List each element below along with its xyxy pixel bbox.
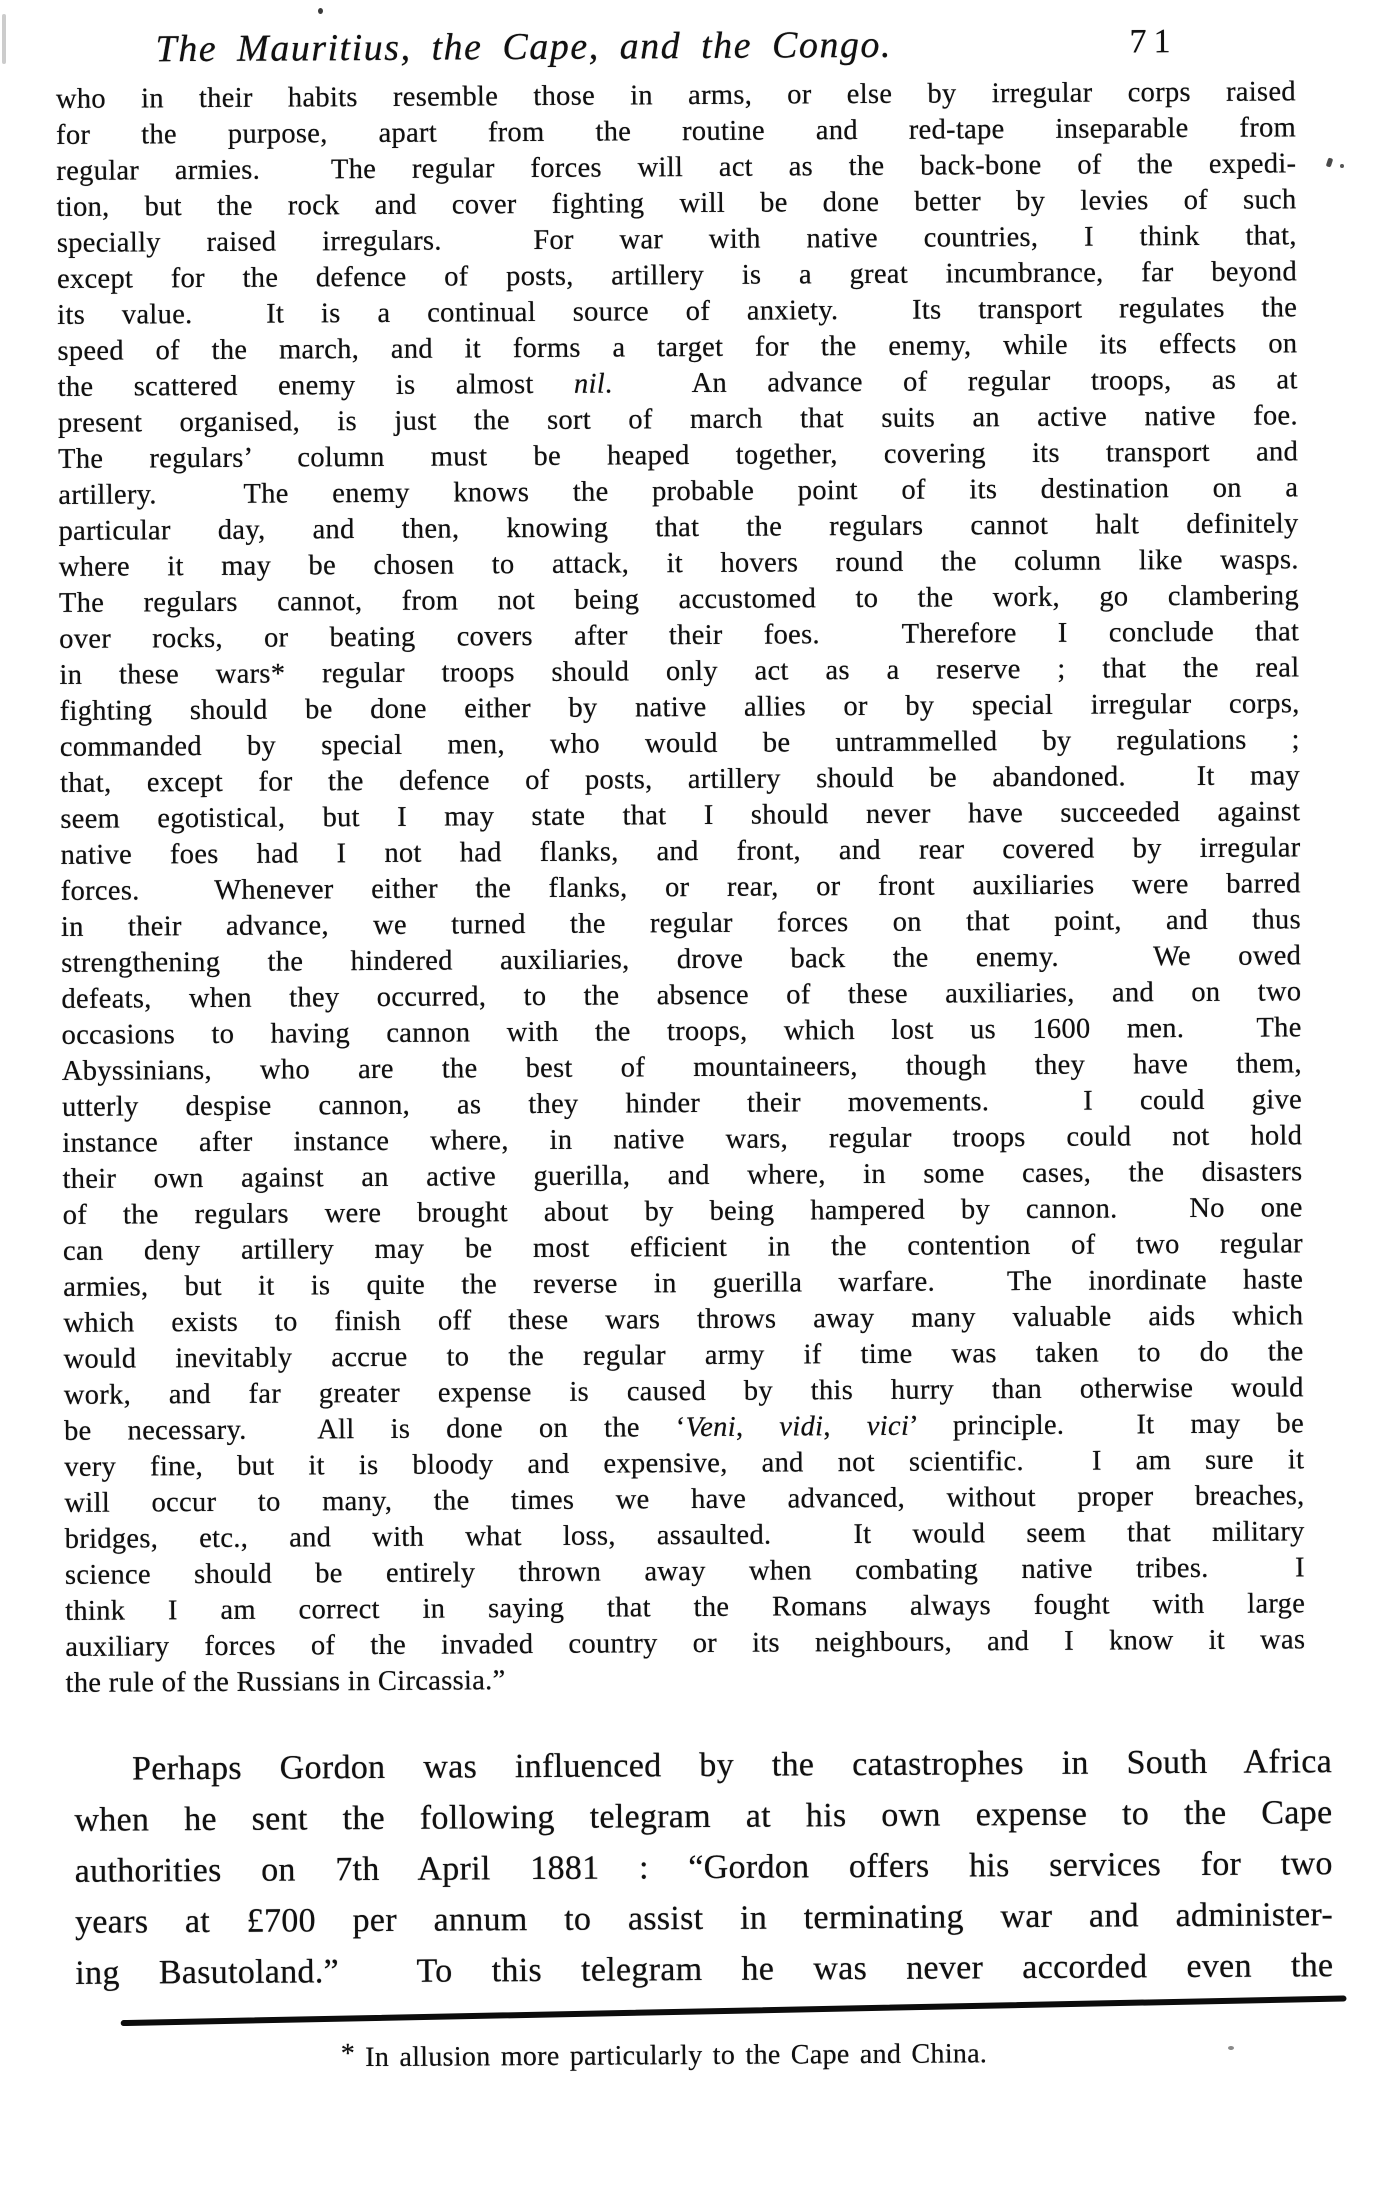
text-line: can deny artillery may be most efficient in the contention of two regular	[62, 1228, 1304, 1267]
text-line: the scattered enemy is almost nil. An advance of regular troops, as at	[57, 364, 1298, 403]
scan-speck	[1228, 2046, 1234, 2050]
running-title: The Mauritius, the Cape, and the Congo.	[155, 23, 893, 71]
text-line: specially raised irregulars. For war with native countries, I think that,	[56, 220, 1297, 259]
text-line: years at £700 per annum to assist in terminating war and administer-	[74, 1896, 1334, 1941]
text-line: where it may be chosen to attack, it hovers round the column like wasps.	[58, 544, 1299, 583]
text-line: utterly despise cannon, as they hinder their movements. I could give	[61, 1084, 1303, 1123]
text-line: armies, but it is quite the reverse in guerilla warfare. The inordinate haste	[63, 1264, 1304, 1303]
text-line: their own against an active guerilla, and where, in some cases, the disasters	[62, 1156, 1303, 1195]
text-line: in these wars* regular troops should only act as a reserve ; that the real	[59, 652, 1300, 691]
closing-paragraph	[74, 1736, 1334, 1999]
quoted-extract	[56, 74, 1306, 1702]
text-line: present organised, is just the sort of march that suits an active native foe.	[57, 400, 1298, 439]
text-line: will occur to many, the times we have advanced, without proper breaches,	[64, 1480, 1305, 1519]
text-line: commanded by special men, who would be untrammelled by regulations ;	[59, 724, 1300, 763]
text-line: who in their habits resemble those in arms, or else by irregular corps raised	[55, 76, 1296, 115]
footnote	[341, 2038, 987, 2074]
scan-speck	[318, 8, 323, 14]
text-line: instance after instance where, in native wars, regular troops could not hold	[62, 1120, 1303, 1159]
text-line: in their advance, we turned the regular forces on that point, and thus	[60, 904, 1302, 943]
text-line: of the regulars were brought about by being hampered by cannon. No one	[62, 1192, 1303, 1231]
scan-speck	[1340, 164, 1344, 168]
text-line: defeats, when they occurred, to the absence of these auxiliaries, and on two	[61, 976, 1302, 1015]
text-line: that, except for the defence of posts, artillery should be abandoned. It may	[59, 760, 1301, 799]
text-line: The regulars cannot, from not being accustomed to the work, go clambering	[58, 580, 1300, 619]
text-line: strengthening the hindered auxiliaries, drove back the enemy. We owed	[61, 940, 1302, 979]
text-line: work, and far greater expense is caused by this hurry than otherwise would	[63, 1372, 1304, 1411]
text-line: fighting should be done either by native allies or by special irregular corps,	[59, 688, 1300, 727]
text-line: The regulars’ column must be heaped together, covering its transport and	[58, 436, 1299, 475]
text-line: science should be entirely thrown away when combating native tribes. I	[64, 1552, 1306, 1591]
text-line: particular day, and then, knowing that the regulars cannot halt definitely	[58, 508, 1299, 547]
text-line: Abyssinians, who are the best of mountaineers, though they have them,	[61, 1048, 1302, 1087]
text-line: speed of the march, and it forms a target for the enemy, while its effects on	[57, 328, 1298, 367]
page-number: 71	[1129, 23, 1178, 61]
text-line: over rocks, or beating covers after their foes. Therefore I conclude that	[59, 616, 1300, 655]
text-line: authorities on 7th April 1881 : “Gordon offers his services for two	[74, 1845, 1333, 1890]
text-line: artillery. The enemy knows the probable point of its destination on a	[58, 472, 1299, 511]
text-line: native foes had I not had flanks, and front, and rear covered by irregular	[60, 832, 1301, 871]
text-line: occasions to having cannon with the troops, which lost us 1600 men. The	[61, 1012, 1302, 1051]
scan-speck	[2, 14, 6, 64]
text-line: forces. Whenever either the flanks, or rear, or front auxiliaries were barred	[60, 868, 1301, 907]
text-line: be necessary. All is done on the ‘Veni, vidi, vici’ principle. It may be	[63, 1408, 1305, 1447]
text-line: which exists to finish off these wars throws away many valuable aids which	[63, 1300, 1304, 1339]
text-line: regular armies. The regular forces will act as the back-bone of the expedi-	[56, 148, 1297, 187]
footnote-text: In allusion more particularly to the Cape and China.	[365, 2038, 988, 2074]
text-line: auxiliary forces of the invaded country or its neighbours, and I know it was	[65, 1624, 1306, 1663]
text-line: think I am correct in saying that the Romans always fought with large	[65, 1588, 1306, 1627]
footnote-rule	[121, 1995, 1347, 2026]
text-line: very fine, but it is bloody and expensive, and not scientific. I am sure it	[64, 1444, 1305, 1483]
text-line: except for the defence of posts, artillery is a great incumbrance, far beyond	[56, 256, 1298, 295]
text-line: seem egotistical, but I may state that I should never have succeeded against	[60, 796, 1301, 835]
text-line: its value. It is a continual source of anxiety. Its transport regulates the	[57, 292, 1298, 331]
text-line: bridges, etc., and with what loss, assaulted. It would seem that military	[64, 1516, 1305, 1555]
text-line: tion, but the rock and cover fighting will be done better by levies of such	[56, 184, 1297, 223]
text-line: would inevitably accrue to the regular army if time was taken to do the	[63, 1336, 1304, 1375]
footnote-marker: *	[340, 2038, 356, 2070]
text-line: ing Basutoland.” To this telegram he was never accorded even the	[75, 1947, 1334, 1992]
text-line: when he sent the following telegram at his own expense to the Cape	[74, 1794, 1333, 1839]
text-line: for the purpose, apart from the routine and red-tape inseparable from	[56, 112, 1297, 151]
text-line: Perhaps Gordon was influenced by the catastrophes in South Africa	[132, 1743, 1333, 1788]
text-line: the rule of the Russians in Circassia.”	[65, 1665, 506, 1699]
